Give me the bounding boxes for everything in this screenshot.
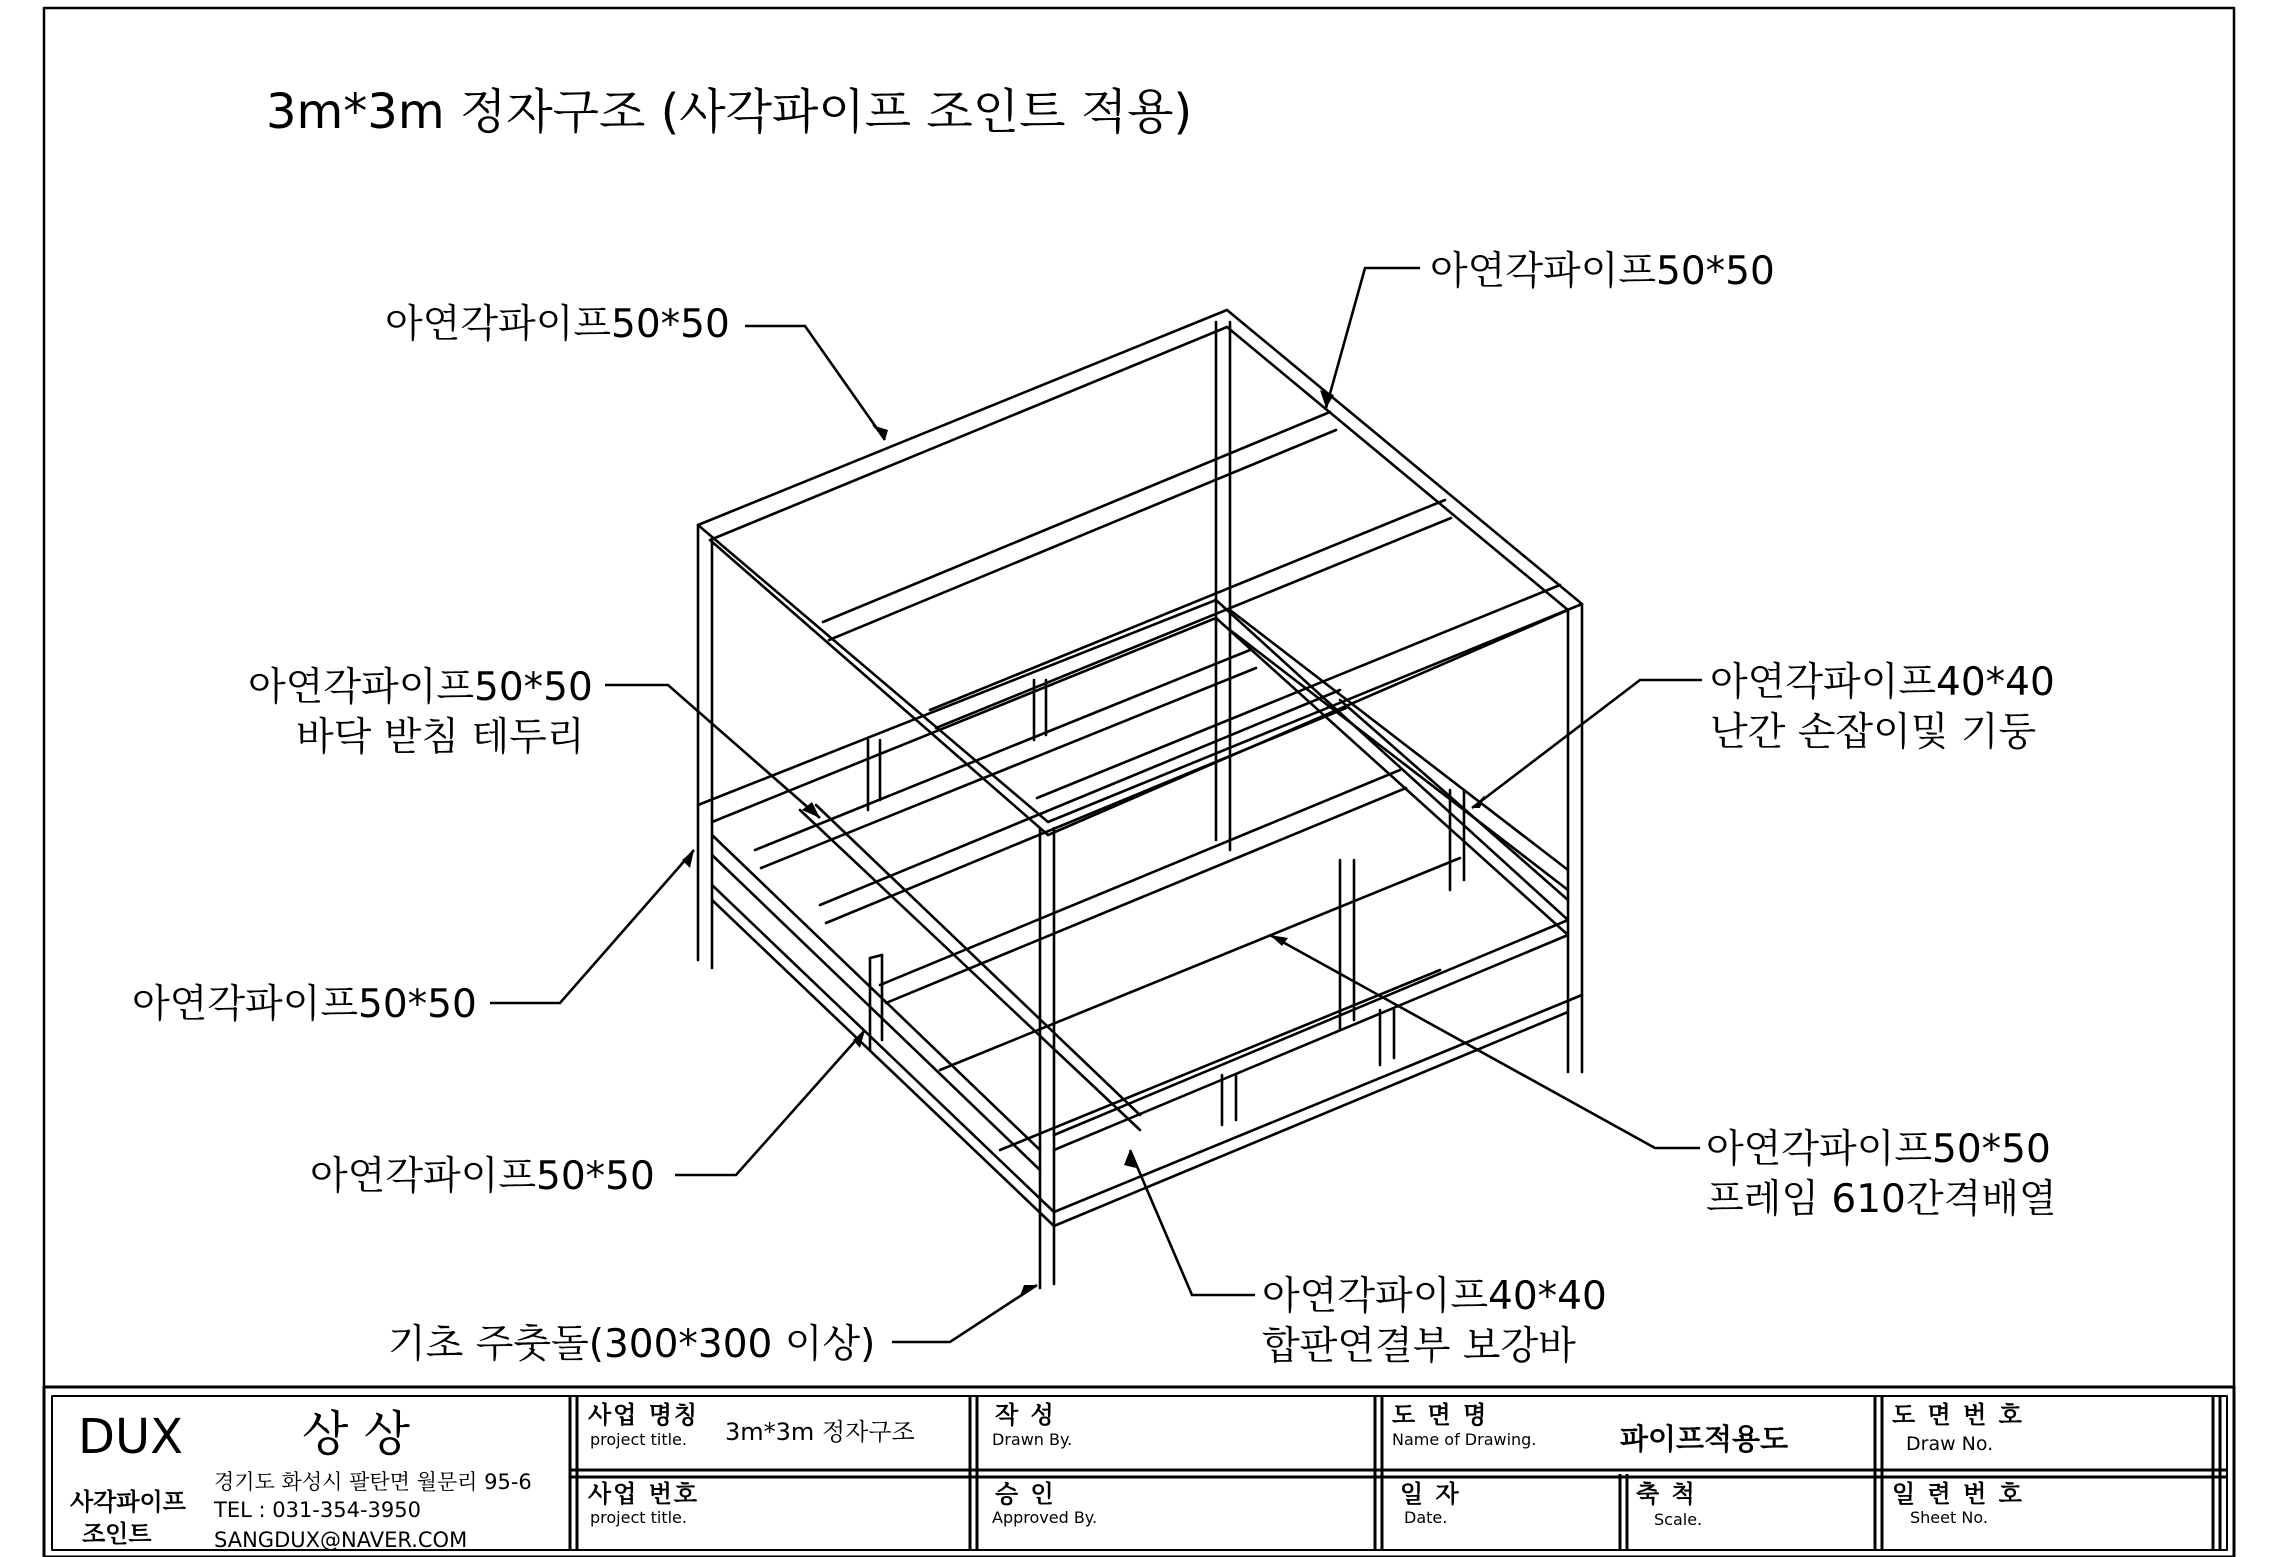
callout-foundation: 기초 주춧돌(300*300 이상): [388, 1322, 876, 1367]
callout-frame: 아연각파이프50*50: [1706, 1127, 2051, 1172]
callout-floor-edge: 아연각파이프50*50: [248, 665, 593, 710]
project-no-sub: project title.: [590, 1508, 687, 1527]
company-email: SANGDUX@NAVER.COM: [214, 1528, 468, 1552]
drawing-name-sub: Name of Drawing.: [1392, 1430, 1537, 1449]
callout-left-mid: 아연각파이프50*50: [132, 982, 477, 1027]
callout-brace-desc: 합판연결부 보강바: [1262, 1324, 1576, 1369]
drawing-name-value: 파이프적용도: [1620, 1422, 1789, 1456]
company-sub-2: 조인트: [82, 1520, 152, 1548]
draw-no-sub: Draw No.: [1906, 1433, 1994, 1455]
date-label: 일 자: [1400, 1480, 1461, 1508]
project-name-value: 3m*3m 정자구조: [725, 1418, 915, 1446]
drawing-title: 3m*3m 정자구조 (사각파이프 조인트 적용): [266, 84, 1193, 140]
leader-lines: [490, 268, 1702, 1342]
sheet-no-sub: Sheet No.: [1910, 1508, 1988, 1527]
approved-by-label: 승 인: [995, 1480, 1056, 1508]
callout-rail-desc: 난간 손잡이및 기둥: [1710, 710, 2037, 755]
drawn-by-sub: Drawn By.: [992, 1430, 1073, 1449]
callout-top-right: 아연각파이프50*50: [1430, 249, 1775, 294]
sheet-no-label: 일 련 번 호: [1892, 1480, 2024, 1508]
callout-brace: 아연각파이프40*40: [1262, 1274, 1607, 1319]
drawing-name-label: 도 면 명: [1392, 1401, 1489, 1429]
callout-rail: 아연각파이프40*40: [1710, 660, 2055, 705]
date-sub: Date.: [1404, 1508, 1448, 1527]
project-name-label: 사업 명칭: [588, 1401, 700, 1429]
company-address: 경기도 화성시 팔탄면 월문리 95-6: [214, 1470, 532, 1494]
callout-top-left: 아연각파이프50*50: [385, 302, 730, 347]
brand-name: 상 상: [302, 1406, 410, 1462]
company-logo: DUX: [78, 1409, 183, 1465]
draw-no-label: 도 면 번 호: [1892, 1401, 2024, 1429]
company-sub-1: 사각파이프: [70, 1488, 186, 1516]
company-tel: TEL : 031-354-3950: [214, 1498, 421, 1522]
callout-floor-edge-desc: 바닥 받침 테두리: [296, 715, 585, 760]
callout-left-low: 아연각파이프50*50: [310, 1154, 655, 1199]
scale-label: 축 척: [1636, 1480, 1697, 1508]
arrowheads: [682, 390, 1485, 1296]
scale-sub: Scale.: [1654, 1510, 1703, 1529]
callout-frame-desc: 프레임 610간격배열: [1706, 1177, 2057, 1222]
approved-by-sub: Approved By.: [992, 1508, 1098, 1527]
project-name-sub: project title.: [590, 1430, 687, 1449]
project-no-label: 사업 번호: [588, 1480, 700, 1508]
pavilion-frame: [698, 310, 1582, 1288]
sheet-border: [44, 8, 2234, 1557]
drawn-by-label: 작 성: [995, 1401, 1056, 1429]
